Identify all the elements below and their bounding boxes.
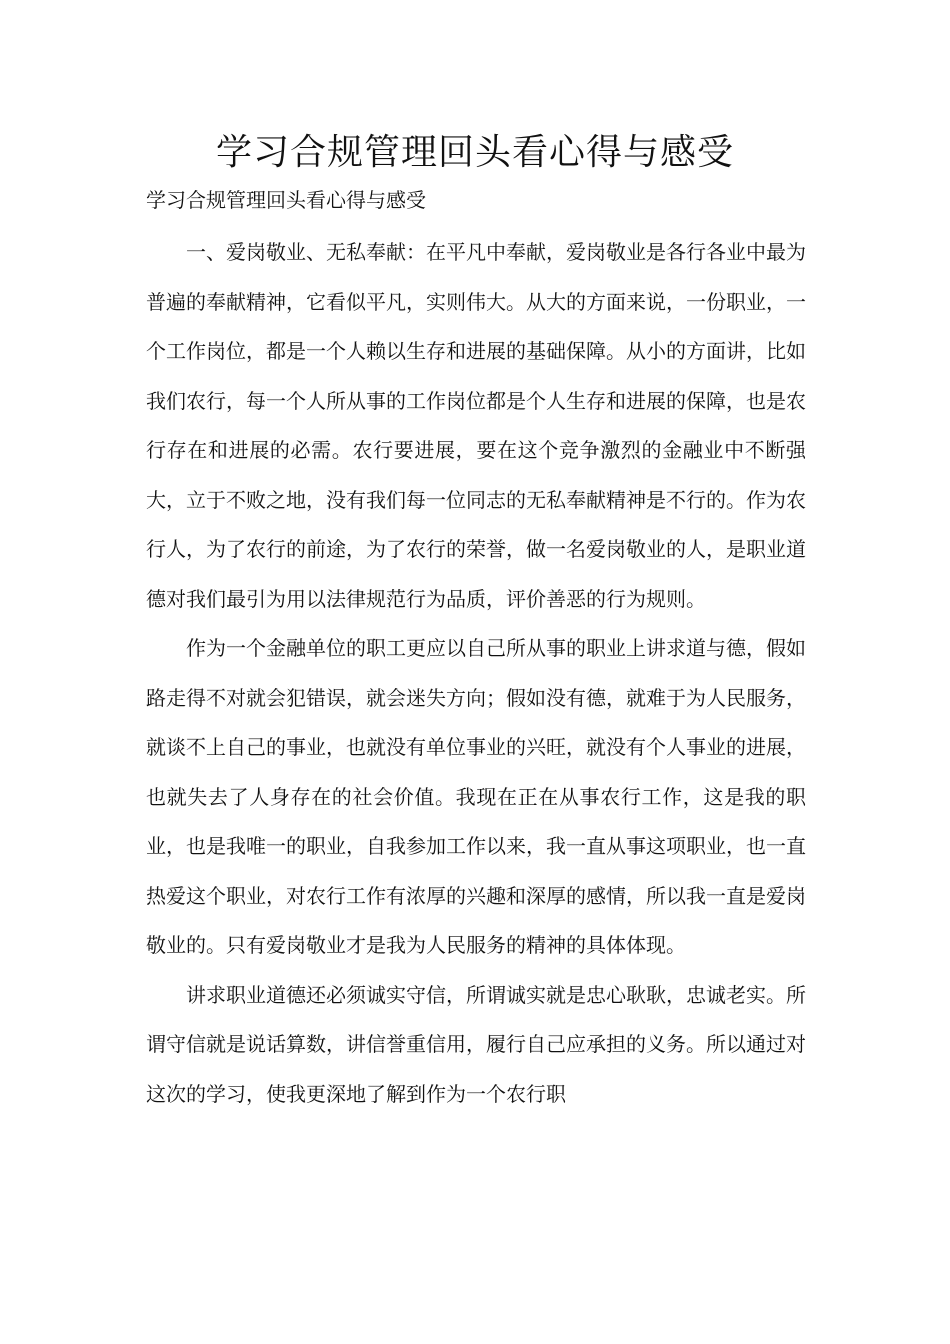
body-paragraph: 讲求职业道德还必须诚实守信，所谓诚实就是忠心耿耿，忠诚老实。所谓守信就是说话算数，讲信誉重信用，履行自己应承担的义务。所以通过对这次的学习，使我更深地了解到作为一个农行职 [146,982,806,1106]
body-paragraph: 一、爱岗敬业、无私奉献：在平凡中奉献，爱岗敬业是各行各业中最为普遍的奉献精神，它看似平凡，实则伟大。从大的方面来说，一份职业，一个工作岗位，都是一个人赖以生存和进展的基础保障。从小的方面讲，比如我们农行，每一个人所从事的工作岗位都是个人生存和进展的保障，也是农行存在和进展的必需。农行要进展，要在这个竞争激烈的金融业中不断强大，立于不败之地，没有我们每一位同志的无私奉献精神是不行的。作为农行人，为了农行的前途，为了农行的荣誉，做一名爱岗敬业的人，是职业道德对我们最引为用以法律规范行为品质，评价善恶的行为规则。 [146,240,806,611]
document-subtitle: 学习合规管理回头看心得与感受 [146,188,426,212]
body-paragraph: 作为一个金融单位的职工更应以自己所从事的职业上讲求道与德，假如路走得不对就会犯错误，就会迷失方向；假如没有德，就难于为人民服务，就谈不上自己的事业，也就没有单位事业的兴旺，就没有个人事业的进展，也就失去了人身存在的社会价值。我现在正在从事农行工作，这是我的职业，也是我唯一的职业，自我参加工作以来，我一直从事这项职业，也一直热爱这个职业，对农行工作有浓厚的兴趣和深厚的感情，所以我一直是爱岗敬业的。只有爱岗敬业才是我为人民服务的精神的具体体现。 [146,636,806,957]
document-title: 学习合规管理回头看心得与感受 [215,132,734,173]
document-body [146,228,806,1119]
